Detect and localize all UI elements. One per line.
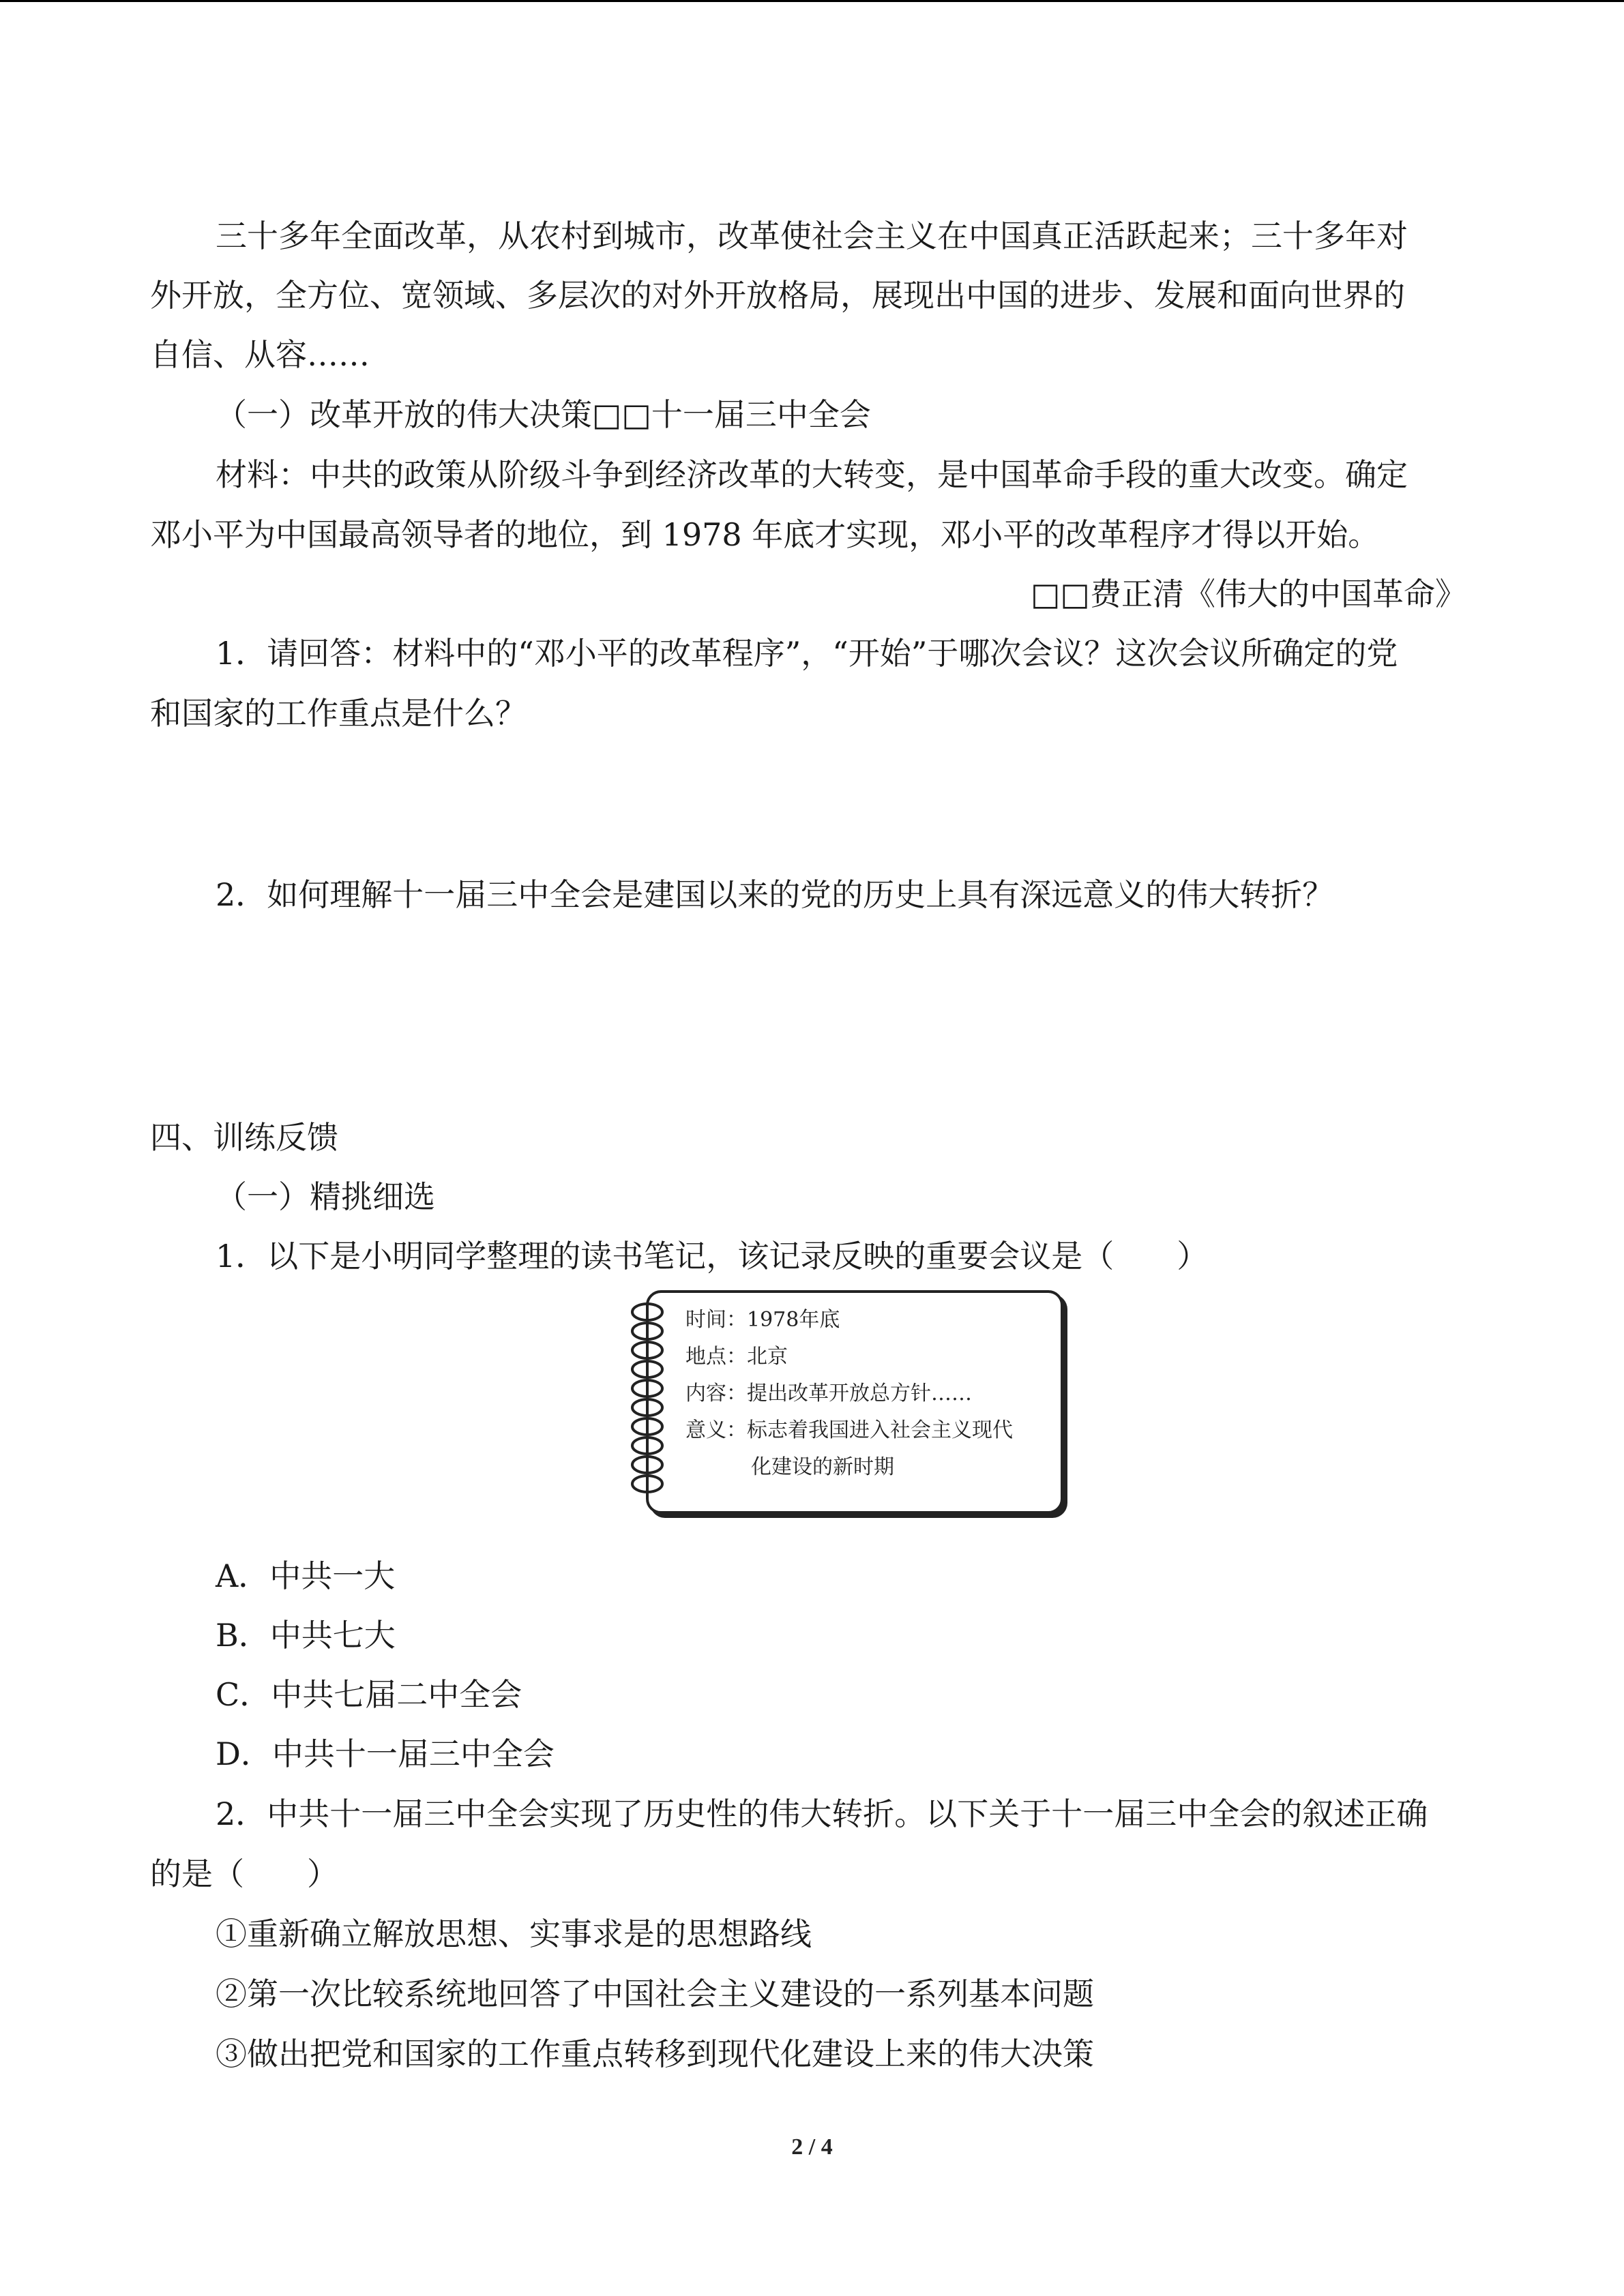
mcq-2-stem-line-2: 的是（ ） <box>150 1855 338 1892</box>
option-b: B．中共七大 <box>216 1617 396 1654</box>
option-a: A．中共一大 <box>216 1557 396 1594</box>
notebook-meaning-line-1: 意义：标志着我国进入社会主义现代 <box>685 1418 1013 1442</box>
statement-2: ②第一次比较系统地回答了中国社会主义建设的一系列基本问题 <box>216 1976 1094 2012</box>
reading-notebook <box>623 1290 1065 1519</box>
notebook-content: 内容：提出改革开放总方针…… <box>685 1382 972 1405</box>
notebook-meaning-line-2: 化建设的新时期 <box>751 1455 894 1479</box>
intro-line-1: 三十多年全面改革，从农村到城市，改革使社会主义在中国真正活跃起来；三十多年对 <box>216 218 1408 254</box>
material-line-1: 材料：中共的政策从阶级斗争到经济改革的大转变，是中国革命手段的重大改变。确定 <box>216 456 1408 493</box>
intro-line-3: 自信、从容…… <box>150 336 370 373</box>
page-number: 2 / 4 <box>791 2134 833 2160</box>
mcq-1-stem: 1．以下是小明同学整理的读书笔记，该记录反映的重要会议是（ ） <box>216 1238 1209 1274</box>
section-heading-feedback: 四、训练反馈 <box>150 1119 338 1156</box>
question-2: 2．如何理解十一届三中全会是建国以来的党的历史上具有深远意义的伟大转折？ <box>216 876 1334 913</box>
question-1-line-1: 1．请回答：材料中的“邓小平的改革程序”，“开始”于哪次会议？这次会议所确定的党 <box>216 635 1398 672</box>
statement-3: ③做出把党和国家的工作重点转移到现代化建设上来的伟大决策 <box>216 2036 1094 2072</box>
spiral-binding-icon <box>627 1301 668 1506</box>
statement-1: ①重新确立解放思想、实事求是的思想路线 <box>216 1915 812 1952</box>
question-1-line-2: 和国家的工作重点是什么？ <box>150 695 527 732</box>
material-line-2: 邓小平为中国最高领导者的地位，到 1978 年底才实现，邓小平的改革程序才得以开始。 <box>150 516 1380 553</box>
section-heading-reform: （一）改革开放的伟大决策□□十一届三中全会 <box>216 396 871 433</box>
option-c: C．中共七届二中全会 <box>216 1676 522 1713</box>
notebook-time: 时间：1978年底 <box>685 1308 840 1332</box>
mcq-2-stem-line-1: 2．中共十一届三中全会实现了历史性的伟大转折。以下关于十一届三中全会的叙述正确 <box>216 1795 1428 1832</box>
notebook-place: 地点：北京 <box>685 1345 788 1369</box>
top-border <box>0 0 1624 2</box>
material-source: □□费正清《伟大的中国革命》 <box>1031 576 1466 612</box>
option-d: D．中共十一届三中全会 <box>216 1735 555 1772</box>
sub-heading-selection: （一）精挑细选 <box>216 1178 435 1215</box>
intro-line-2: 外开放，全方位、宽领域、多层次的对外开放格局，展现出中国的进步、发展和面向世界的 <box>150 277 1405 314</box>
